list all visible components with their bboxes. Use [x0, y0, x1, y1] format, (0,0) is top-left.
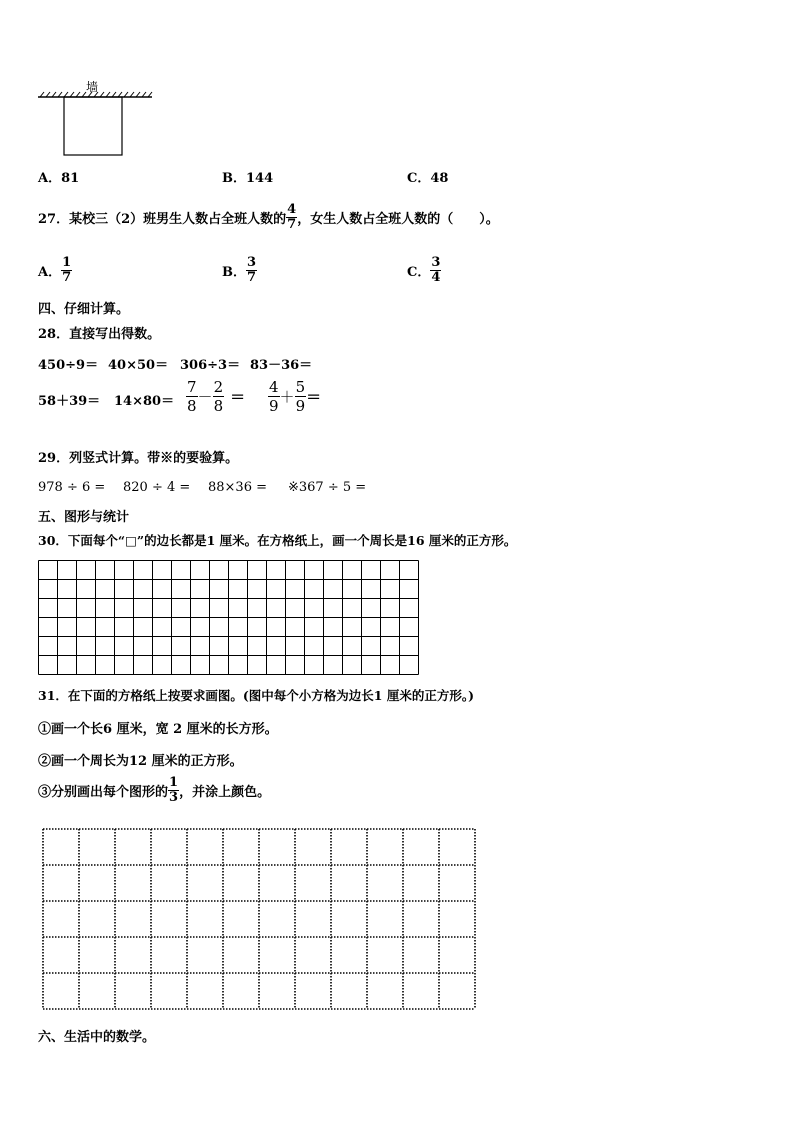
frac-denominator: 9	[269, 397, 279, 415]
frac-denominator: 7	[287, 217, 297, 232]
fraction	[295, 378, 307, 415]
frac-numerator: 1	[62, 255, 72, 270]
q28-fraction-expression	[186, 378, 245, 415]
q28-item: 40×50＝	[108, 358, 169, 373]
q30-square-grid[interactable]	[38, 560, 421, 676]
equals-sign: ＝	[230, 388, 246, 406]
frac-denominator: 4	[431, 270, 441, 285]
frac-numerator: 3	[247, 255, 257, 270]
q28-item: 58＋39＝	[38, 394, 101, 409]
q31-dotted-grid[interactable]	[42, 828, 476, 1012]
fraction	[213, 378, 225, 415]
option-label: C．	[407, 265, 431, 280]
item-text: ，并涂上颜色。	[179, 785, 271, 800]
frac-denominator: 8	[187, 397, 197, 415]
frac-denominator: 9	[295, 397, 306, 415]
frac-numerator: 4	[269, 378, 279, 396]
q31-item-1: ①画一个长6 厘米，宽 2 厘米的长方形。	[38, 722, 278, 737]
frac-denominator: 3	[169, 790, 179, 805]
q26-option-a: A．81	[38, 171, 80, 186]
q28-fraction-expression	[268, 378, 321, 415]
frac-numerator: 4	[287, 202, 297, 217]
q29-item: 88×36 =	[208, 480, 268, 495]
fraction	[268, 378, 280, 415]
q27-suffix: ，女生人数占全班人数的（ ）。	[297, 212, 499, 227]
section-5-title: 五、图形与统计	[38, 510, 130, 525]
item-text: ③分别画出每个图形的	[38, 785, 169, 800]
wall-diagram	[36, 90, 156, 160]
q31-item-3	[38, 776, 270, 805]
q27-option-b	[222, 256, 257, 285]
equals-sign: ＝	[306, 388, 322, 406]
q31-item-2: ②画一个周长为12 厘米的正方形。	[38, 754, 243, 769]
q27-fraction	[286, 203, 297, 232]
frac-numerator: 3	[431, 255, 441, 270]
frac-numerator: 5	[295, 378, 306, 396]
q31-title: 31．在下面的方格纸上按要求画图。(图中每个小方格为边长1 厘米的正方形。)	[38, 688, 475, 703]
operator: －	[197, 388, 213, 406]
q29-item: ※367 ÷ 5 =	[288, 480, 367, 495]
frac-numerator: 1	[169, 775, 179, 790]
section-4-title: 四、仔细计算。	[38, 302, 130, 317]
frac-denominator: 8	[213, 397, 224, 415]
frac-numerator: 2	[213, 378, 224, 396]
q27-option-c	[407, 256, 441, 285]
q29-item: 978 ÷ 6 =	[38, 480, 106, 495]
option-fraction	[61, 256, 72, 285]
operator: ＋	[279, 388, 295, 406]
frac-numerator: 7	[187, 378, 197, 396]
q27-option-a	[38, 256, 72, 285]
q28-item: 450÷9＝	[38, 358, 99, 373]
option-label: B．	[222, 265, 246, 280]
section-6-title: 六、生活中的数学。	[38, 1030, 156, 1045]
q28-item: 306÷3＝	[180, 358, 241, 373]
q26-option-c: C．48	[407, 171, 449, 186]
q27-question	[38, 203, 499, 232]
fraction	[186, 378, 198, 415]
option-fraction	[246, 256, 257, 285]
option-fraction	[430, 256, 441, 285]
option-label: A．	[38, 265, 62, 280]
frac-denominator: 7	[62, 270, 72, 285]
q26-option-b: B．144	[222, 171, 274, 186]
wall-label: 墙	[86, 80, 99, 94]
q28-title: 28．直接写出得数。	[38, 327, 161, 342]
q28-item: 83－36＝	[250, 358, 313, 373]
q28-item: 14×80＝	[114, 394, 175, 409]
q29-item: 820 ÷ 4 =	[123, 480, 191, 495]
frac-denominator: 7	[247, 270, 257, 285]
q27-prefix: 27．某校三（2）班男生人数占全班人数的	[38, 212, 287, 227]
fraction	[168, 776, 179, 805]
q29-title: 29．列竖式计算。带※的要验算。	[38, 451, 239, 466]
q30-title: 30．下面每个“□”的边长都是1 厘米。在方格纸上，画一个周长是16 厘米的正方形。	[38, 533, 517, 548]
